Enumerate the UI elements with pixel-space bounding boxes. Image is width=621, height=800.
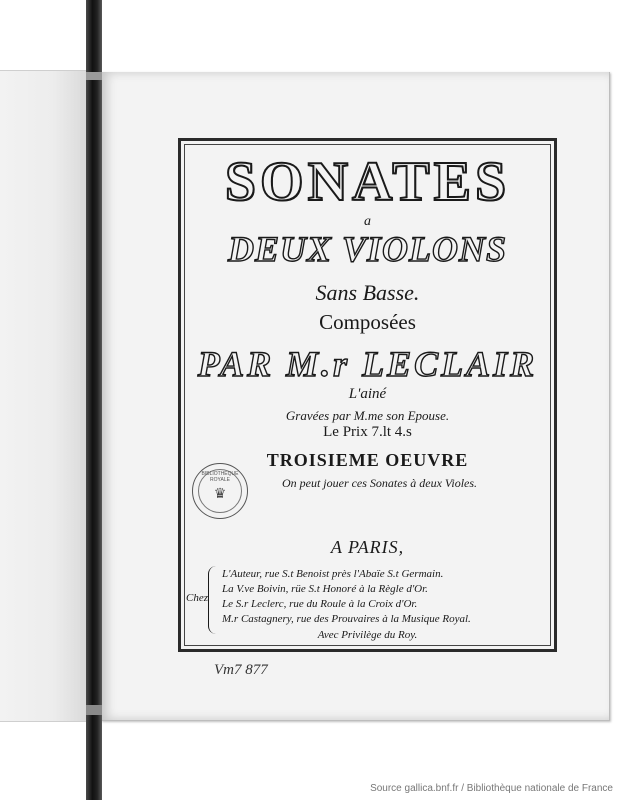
opus-number: TROISIEME OEUVRE [266, 450, 469, 470]
preposition: a [364, 214, 371, 229]
composees: Composées [319, 310, 416, 334]
spine-highlight [86, 72, 102, 80]
chez-label: Chez [186, 592, 208, 604]
shelfmark: Vm7 877 [214, 662, 268, 678]
source-credit: Source gallica.bnf.fr / Bibliothèque nationale de France [370, 783, 613, 794]
address-line: L'Auteur, rue S.t Benoist près l'Abaïe S.t Germain. [222, 568, 444, 580]
library-stamp [192, 463, 248, 519]
address-line: M.r Castagnery, rue des Prouvaires à la Musique Royal. [222, 613, 471, 625]
address-line: La V.ve Boivin, rüe S.t Honoré à la Règle d'Or. [222, 583, 428, 595]
aine: L'ainé [348, 386, 387, 402]
left-page [0, 70, 88, 722]
address-line: Le S.r Leclerc, rue du Roule à la Croix d'Or. [222, 598, 418, 610]
book-spine [86, 0, 102, 800]
imprint-city: A PARIS, [330, 537, 405, 557]
composer-name: PAR M.r LECLAIR [197, 344, 538, 384]
performance-note: On peut jouer ces Sonates à deux Violes. [281, 476, 478, 490]
engraver: Gravées par M.me son Epouse. [285, 408, 450, 423]
crown-icon: ♛ [213, 486, 227, 502]
stamp-text: BIBLIOTHEQUE ROYALE [201, 471, 239, 483]
work-title: SONATES [224, 151, 511, 213]
price: Le Prix 7.lt 4.s [323, 424, 412, 440]
sans-basse: Sans Basse. [315, 280, 420, 305]
instrumentation: DEUX VIOLONS [227, 229, 508, 269]
privilege: Avec Privilège du Roy. [317, 629, 418, 641]
brace [208, 566, 219, 634]
spine-highlight [86, 705, 102, 715]
